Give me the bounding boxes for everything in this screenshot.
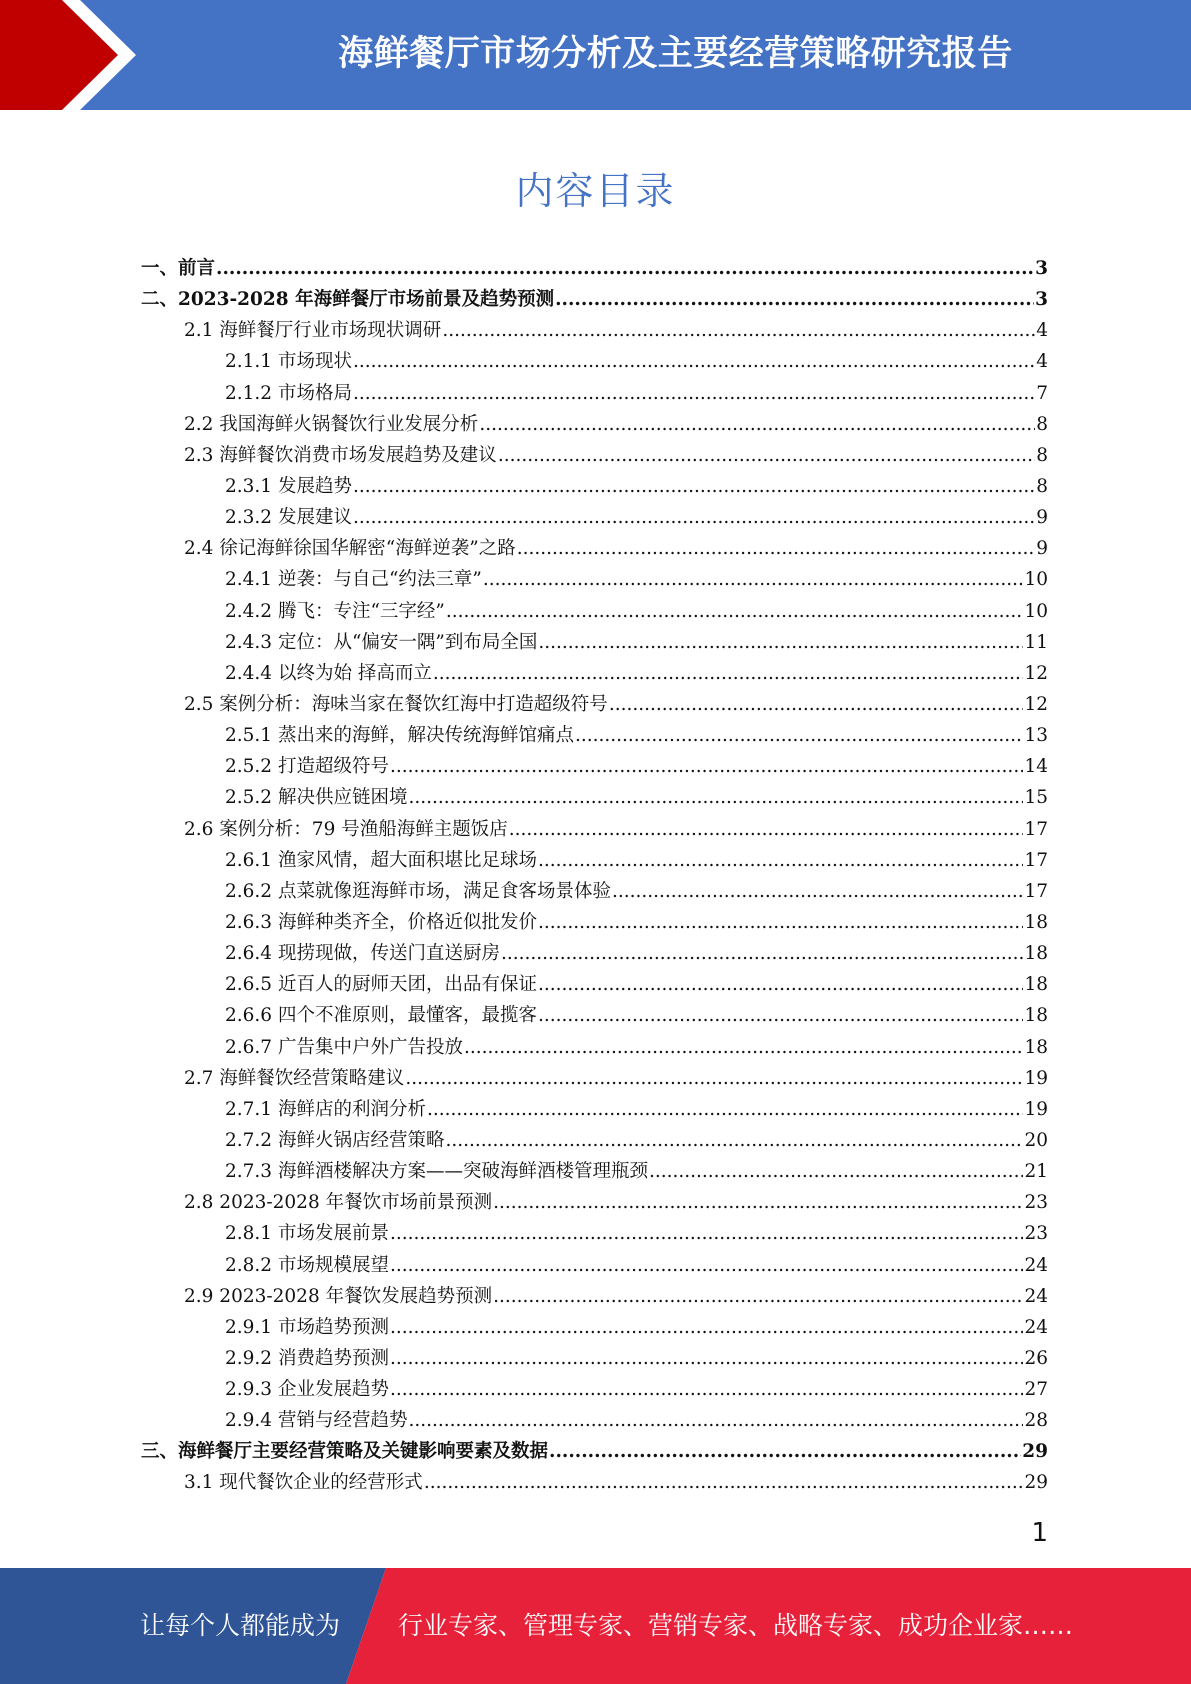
- toc-entry[interactable]: [141, 1313, 1048, 1344]
- toc-dot-leader: [408, 1410, 1023, 1431]
- toc-entry-label: 一、前言: [141, 258, 216, 279]
- toc-entry[interactable]: [141, 1468, 1048, 1499]
- toc-entry-label: 2.3 海鲜餐饮消费市场发展趋势及建议: [184, 444, 497, 466]
- toc-entry-label: 2.5.2 解决供应链困境: [225, 787, 408, 809]
- toc-entry-page: 18: [1024, 974, 1048, 996]
- toc-entry-page: 19: [1024, 1098, 1048, 1120]
- toc-entry-page: 23: [1024, 1192, 1048, 1214]
- toc-entry-page: 11: [1024, 631, 1048, 653]
- toc-entry-label: 2.6 案例分析：79 号渔船海鲜主题饭店: [184, 818, 508, 840]
- toc-dot-leader: [408, 787, 1023, 808]
- toc-entry[interactable]: [141, 1251, 1048, 1282]
- toc-entry[interactable]: [141, 1375, 1048, 1406]
- toc-dot-leader: [390, 1317, 1023, 1338]
- toc-entry-label: 2.6.7 广告集中户外广告投放: [225, 1036, 463, 1058]
- toc-entry-label: 2.3.2 发展建议: [225, 507, 352, 529]
- toc-entry[interactable]: [141, 254, 1048, 285]
- toc-entry-page: 24: [1024, 1316, 1048, 1338]
- toc-entry-page: 3: [1035, 289, 1048, 311]
- toc-entry-page: 8: [1036, 444, 1048, 466]
- toc-dot-leader: [549, 1441, 1021, 1462]
- toc-entry-label: 2.4.1 逆袭：与自己“约法三章”: [225, 569, 482, 591]
- toc-entry[interactable]: [141, 441, 1048, 472]
- toc-dot-leader: [464, 1037, 1023, 1058]
- toc-entry-label: 2.7 海鲜餐饮经营策略建议: [184, 1067, 405, 1089]
- toc-dot-leader: [390, 1255, 1023, 1276]
- toc-entry-page: 27: [1024, 1379, 1048, 1401]
- toc-entry[interactable]: [141, 1344, 1048, 1375]
- toc-entry[interactable]: [141, 285, 1048, 316]
- toc-dot-leader: [390, 756, 1023, 777]
- toc-entry-page: 24: [1024, 1254, 1048, 1276]
- toc-dot-leader: [509, 819, 1024, 840]
- footer-slogan-left: 让每个人都能成为: [140, 1611, 341, 1640]
- toc-entry[interactable]: [141, 1437, 1048, 1468]
- toc-entry-page: 9: [1036, 507, 1048, 529]
- toc-entry[interactable]: [141, 565, 1048, 596]
- toc-entry[interactable]: [141, 877, 1048, 908]
- toc-entry-label: 2.6.3 海鲜种类齐全，价格近似批发价: [225, 911, 537, 933]
- toc-entry[interactable]: [141, 316, 1048, 347]
- toc-entry-label: 2.3.1 发展趋势: [225, 475, 352, 497]
- toc-dot-leader: [612, 881, 1023, 902]
- toc-dot-leader: [353, 507, 1035, 528]
- toc-entry-label: 2.8.2 市场规模展望: [225, 1254, 389, 1276]
- toc-dot-leader: [498, 445, 1035, 466]
- toc-dot-leader: [501, 943, 1023, 964]
- toc-entry[interactable]: [141, 939, 1048, 970]
- toc-entry[interactable]: [141, 1033, 1048, 1064]
- toc-entry[interactable]: [141, 472, 1048, 503]
- toc-entry-page: 12: [1024, 662, 1048, 684]
- toc-entry-label: 2.9.1 市场趋势预测: [225, 1316, 389, 1338]
- toc-entry-label: 2.4.4 以终为始 择高而立: [225, 662, 432, 684]
- toc-entry[interactable]: [141, 1001, 1048, 1032]
- toc-entry-label: 2.4 徐记海鲜徐国华解密“海鲜逆袭”之路: [184, 538, 516, 560]
- toc-entry[interactable]: [141, 721, 1048, 752]
- toc-dot-leader: [433, 663, 1024, 684]
- toc-entry[interactable]: [141, 846, 1048, 877]
- toc-dot-leader: [538, 1005, 1023, 1026]
- toc-entry-label: 2.9 2023-2028 年餐饮发展趋势预测: [184, 1285, 493, 1307]
- toc-entry-page: 17: [1024, 818, 1048, 840]
- toc-entry-label: 3.1 现代餐饮企业的经营形式: [184, 1472, 423, 1494]
- toc-dot-leader: [427, 1099, 1023, 1120]
- toc-dot-leader: [390, 1348, 1023, 1369]
- toc-entry-label: 三、海鲜餐厅主要经营策略及关键影响要素及数据: [141, 1441, 549, 1463]
- page-footer: [0, 1568, 1191, 1684]
- toc-entry-label: 二、2023-2028 年海鲜餐厅市场前景及趋势预测: [141, 289, 555, 311]
- toc-entry-label: 2.7.3 海鲜酒楼解决方案——突破海鲜酒楼管理瓶颈: [225, 1161, 648, 1183]
- toc-entry-label: 2.1.1 市场现状: [225, 351, 352, 373]
- toc-entry-label: 2.8 2023-2028 年餐饮市场前景预测: [184, 1192, 493, 1214]
- toc-dot-leader: [517, 538, 1036, 559]
- toc-entry-page: 29: [1024, 1472, 1048, 1494]
- toc-entry-page: 26: [1024, 1347, 1048, 1369]
- toc-dot-leader: [538, 912, 1023, 933]
- toc-entry-label: 2.5.2 打造超级符号: [225, 756, 389, 778]
- toc-entry-label: 2.6.6 四个不准原则，最懂客，最揽客: [225, 1005, 537, 1027]
- toc-dot-leader: [424, 1472, 1024, 1493]
- toc-entry[interactable]: [141, 1188, 1048, 1219]
- toc-dot-leader: [555, 289, 1034, 310]
- page-number: 1: [1031, 1518, 1048, 1548]
- toc-dot-leader: [390, 1223, 1023, 1244]
- toc-entry-label: 2.4.3 定位：从“偏安一隅”到布局全国: [225, 631, 538, 653]
- toc-entry-page: 18: [1024, 1036, 1048, 1058]
- toc-heading: 内容目录: [515, 169, 676, 213]
- toc-entry-page: 10: [1024, 569, 1048, 591]
- toc-entry[interactable]: [141, 1219, 1048, 1250]
- toc-entry[interactable]: [141, 1282, 1048, 1313]
- page-header: [0, 0, 1191, 110]
- toc-entry-page: 14: [1024, 756, 1048, 778]
- toc-entry-page: 17: [1024, 849, 1048, 871]
- toc-entry-page: 10: [1024, 600, 1048, 622]
- toc-entry-page: 4: [1036, 351, 1048, 373]
- toc-dot-leader: [493, 1286, 1023, 1307]
- toc-entry-label: 2.5.1 蒸出来的海鲜，解决传统海鲜馆痛点: [225, 725, 574, 747]
- toc-entry[interactable]: [141, 815, 1048, 846]
- toc-entry[interactable]: [141, 1064, 1048, 1095]
- toc-dot-leader: [483, 569, 1024, 590]
- toc-entry[interactable]: [141, 1095, 1048, 1126]
- toc-dot-leader: [538, 974, 1023, 995]
- toc-entry-page: 21: [1024, 1161, 1048, 1183]
- toc-dot-leader: [445, 1130, 1023, 1151]
- toc-entry-page: 15: [1024, 787, 1048, 809]
- report-title: 海鲜餐厅市场分析及主要经营策略研究报告: [338, 34, 1013, 74]
- toc-dot-leader: [493, 1192, 1023, 1213]
- toc-dot-leader: [575, 725, 1023, 746]
- toc-entry[interactable]: [141, 908, 1048, 939]
- toc-entry[interactable]: [141, 410, 1048, 441]
- toc-entry-page: 19: [1024, 1067, 1048, 1089]
- toc-entry-page: 24: [1024, 1285, 1048, 1307]
- toc-entry[interactable]: [141, 690, 1048, 721]
- toc-entry-label: 2.6.1 渔家风情，超大面积堪比足球场: [225, 849, 537, 871]
- toc-entry-page: 3: [1035, 258, 1048, 279]
- toc-entry-page: 18: [1024, 911, 1048, 933]
- toc-dot-leader: [353, 476, 1035, 497]
- toc-entry[interactable]: [141, 379, 1048, 410]
- toc-entry-page: 8: [1036, 475, 1048, 497]
- toc-entry[interactable]: [141, 534, 1048, 565]
- toc-dot-leader: [446, 601, 1024, 622]
- toc-entry-page: 12: [1024, 693, 1048, 715]
- toc-entry[interactable]: [141, 1126, 1048, 1157]
- toc-dot-leader: [538, 632, 1023, 653]
- toc-entry-label: 2.8.1 市场发展前景: [225, 1223, 389, 1245]
- toc-entry[interactable]: [141, 1157, 1048, 1188]
- toc-entry-page: 29: [1022, 1441, 1048, 1463]
- toc-entry-page: 13: [1024, 725, 1048, 747]
- toc-entry[interactable]: [141, 347, 1048, 378]
- toc-entry-label: 2.9.2 消费趋势预测: [225, 1347, 389, 1369]
- toc-dot-leader: [442, 320, 1035, 341]
- toc-dot-leader: [216, 258, 1034, 279]
- toc-entry-label: 2.1 海鲜餐厅行业市场现状调研: [184, 320, 442, 342]
- toc-entry-label: 2.6.5 近百人的厨师天团，出品有保证: [225, 974, 537, 996]
- toc-entry-page: 20: [1024, 1129, 1048, 1151]
- toc-entry-page: 23: [1024, 1223, 1048, 1245]
- toc-entry-label: 2.6.4 现捞现做，传送门直送厨房: [225, 943, 500, 965]
- toc-entry[interactable]: [141, 970, 1048, 1001]
- toc-entry[interactable]: [141, 503, 1048, 534]
- toc-entry[interactable]: [141, 628, 1048, 659]
- toc-entry-label: 2.1.2 市场格局: [225, 382, 352, 404]
- toc-entry-page: 7: [1036, 382, 1048, 404]
- toc-entry[interactable]: [141, 597, 1048, 628]
- footer-slogan-right: 行业专家、管理专家、营销专家、战略专家、成功企业家……: [398, 1611, 1074, 1640]
- toc-dot-leader: [353, 383, 1035, 404]
- toc-entry-label: 2.9.3 企业发展趋势: [225, 1379, 389, 1401]
- toc-dot-leader: [649, 1161, 1023, 1182]
- toc-dot-leader: [353, 351, 1035, 372]
- toc-entry-page: 18: [1024, 943, 1048, 965]
- toc-entry[interactable]: [141, 783, 1048, 814]
- toc-entry-label: 2.9.4 营销与经营趋势: [225, 1410, 408, 1432]
- toc-entry[interactable]: [141, 1406, 1048, 1437]
- table-of-contents: [141, 254, 1048, 1500]
- toc-entry[interactable]: [141, 659, 1048, 690]
- toc-dot-leader: [538, 850, 1023, 871]
- toc-entry-label: 2.2 我国海鲜火锅餐饮行业发展分析: [184, 413, 479, 435]
- toc-entry-label: 2.5 案例分析：海味当家在餐饮红海中打造超级符号: [184, 693, 608, 715]
- toc-entry-label: 2.4.2 腾飞：专注“三字经”: [225, 600, 445, 622]
- toc-entry[interactable]: [141, 752, 1048, 783]
- toc-dot-leader: [479, 414, 1035, 435]
- toc-entry-page: 4: [1036, 320, 1048, 342]
- toc-entry-page: 28: [1024, 1410, 1048, 1432]
- toc-entry-label: 2.6.2 点菜就像逛海鲜市场，满足食客场景体验: [225, 880, 611, 902]
- toc-dot-leader: [390, 1379, 1023, 1400]
- toc-dot-leader: [405, 1068, 1023, 1089]
- toc-entry-label: 2.7.1 海鲜店的利润分析: [225, 1098, 426, 1120]
- toc-dot-leader: [609, 694, 1024, 715]
- toc-entry-page: 17: [1024, 880, 1048, 902]
- toc-entry-page: 18: [1024, 1005, 1048, 1027]
- toc-entry-label: 2.7.2 海鲜火锅店经营策略: [225, 1129, 445, 1151]
- toc-entry-page: 9: [1036, 538, 1048, 560]
- toc-entry-page: 8: [1036, 413, 1048, 435]
